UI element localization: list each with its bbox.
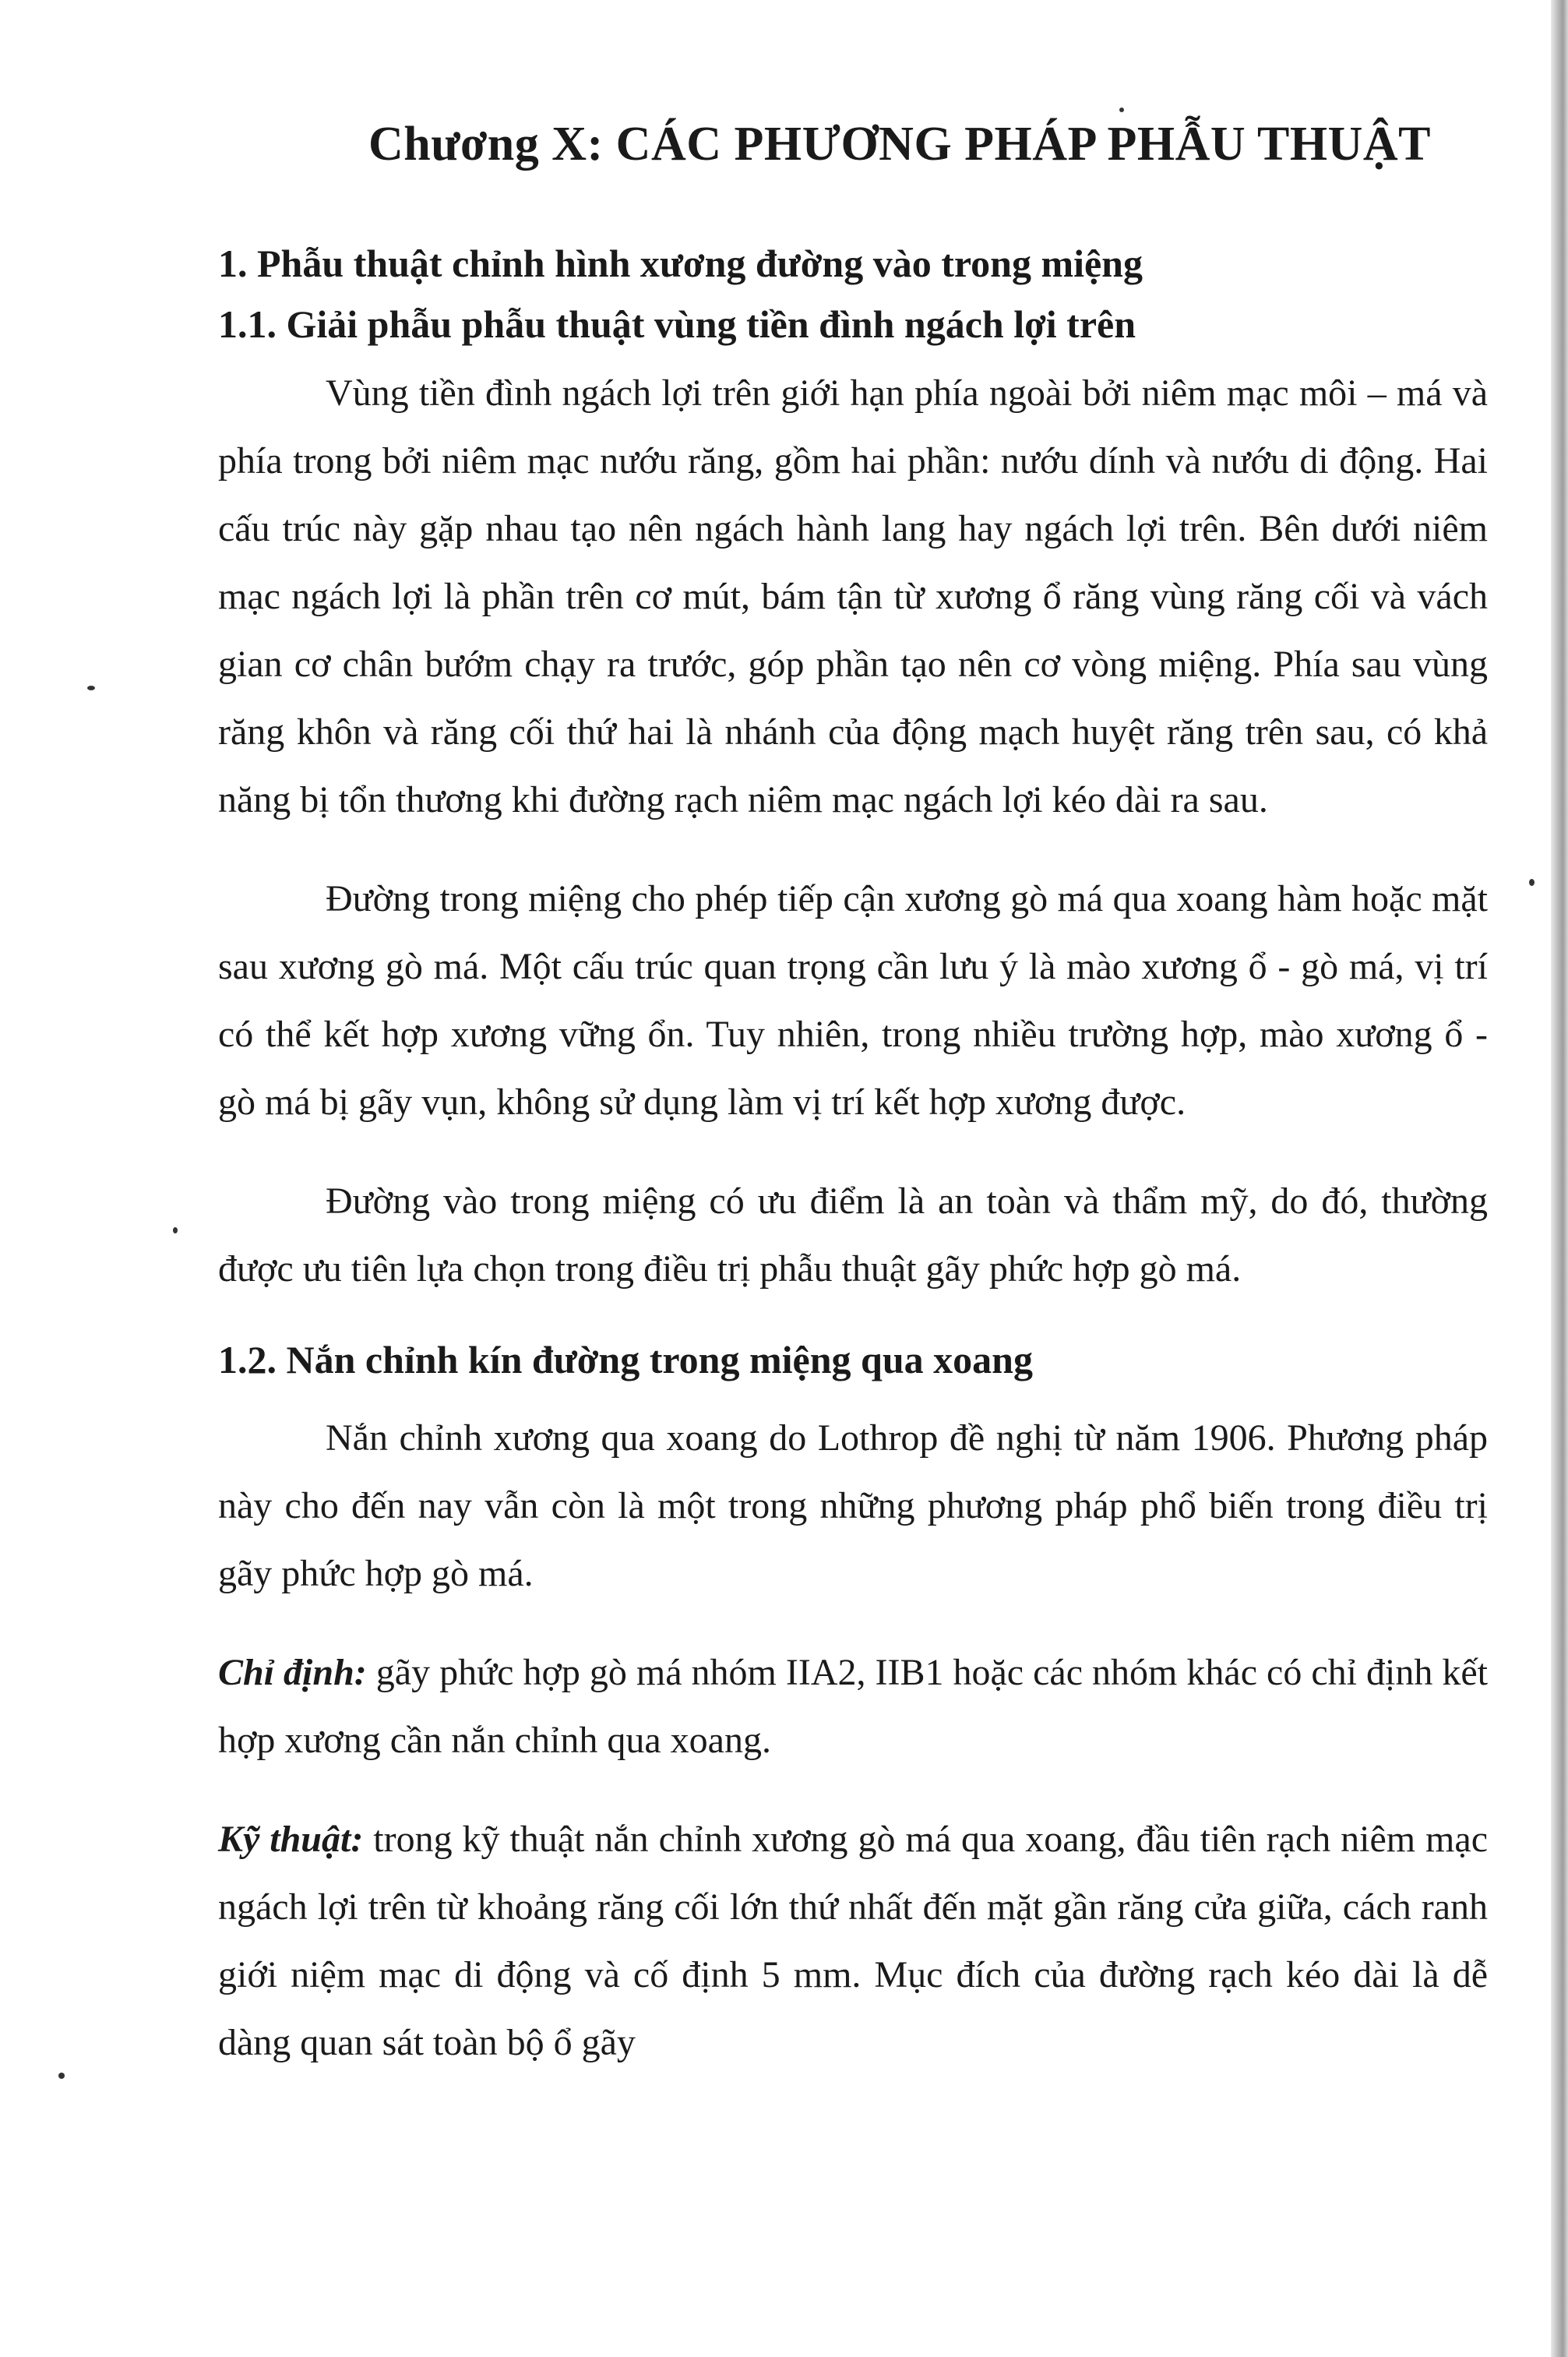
- paragraph-lothrop: Nắn chỉnh xương qua xoang do Lothrop đề nghị từ năm 1906. Phương pháp này cho đến nay vẫn còn là một trong những phương pháp phổ biến trong điều trị gãy phức hợp gò má.: [218, 1417, 1488, 1594]
- section-heading-1: 1. Phẫu thuật chỉnh hình xương đường vào trong miệng: [218, 242, 1143, 285]
- chapter-title: Chương X: CÁC PHƯƠNG PHÁP PHẪU THUẬT: [368, 118, 1432, 171]
- scan-speck: [1119, 108, 1124, 112]
- paragraph-advantages: Đường vào trong miệng có ưu điểm là an toàn và thẩm mỹ, do đó, thường được ưu tiên lựa chọn trong điều trị phẫu thuật gãy phức hợp gò má.: [218, 1180, 1488, 1290]
- paragraph-approach: Đường trong miệng cho phép tiếp cận xương gò má qua xoang hàm hoặc mặt sau xương gò má. Một cấu trúc quan trọng cần lưu ý là mào xương ổ - gò má, vị trí có thể kết hợp xương vững ổn. Tuy nhiên, trong nhiều trường hợp, mào xương ổ - gò má bị gãy vụn, không sử dụng làm vị trí kết hợp xương được.: [218, 878, 1488, 1123]
- section-heading-1-1: 1.1. Giải phẫu phẫu thuật vùng tiền đình ngách lợi trên: [218, 302, 1136, 346]
- document-page: [218, 117, 1488, 2076]
- paragraph-technique: [218, 1805, 1488, 2076]
- paragraph-anatomy: Vùng tiền đình ngách lợi trên giới hạn phía ngoài bởi niêm mạc môi – má và phía trong bởi niêm mạc nướu răng, gồm hai phần: nướu dính và nướu di động. Hai cấu trúc này gặp nhau tạo nên ngách hành lang hay ngách lợi trên. Bên dưới niêm mạc ngách lợi là phần trên cơ mút, bám tận từ xương ổ răng vùng răng cối và vách gian cơ chân bướm chạy ra trước, góp phần tạo nên cơ vòng miệng. Phía sau vùng răng khôn và răng cối thứ hai là nhánh của động mạch huyệt răng trên sau, có khả năng bị tổn thương khi đường rạch niêm mạc ngách lợi kéo dài ra sau.: [218, 372, 1488, 820]
- paragraph-indication: [218, 1639, 1488, 1774]
- section-heading-1-2: 1.2. Nắn chỉnh kín đường trong miệng qua xoang: [218, 1338, 1033, 1381]
- scan-edge-shadow: [1551, 0, 1568, 2357]
- scan-speck: [173, 1227, 178, 1233]
- technique-text: trong kỹ thuật nắn chỉnh xương gò má qua xoang, đầu tiên rạch niêm mạc ngách lợi trên từ khoảng răng cối lớn thứ nhất đến mặt gần răng cửa giữa, cách ranh giới niệm mạc di động và cố định 5 mm. Mục đích của đường rạch kéo dài là dễ dàng quan sát toàn bộ ổ gãy: [218, 1819, 1489, 2063]
- scan-speck: [58, 2073, 65, 2079]
- indication-text: gãy phức hợp gò má nhóm IIA2, IIB1 hoặc các nhóm khác có chỉ định kết hợp xương cần nắn chỉnh qua xoang.: [218, 1652, 1488, 1761]
- technique-label: Kỹ thuật:: [218, 1819, 364, 1860]
- scan-speck: [87, 686, 95, 690]
- indication-label: Chỉ định:: [218, 1652, 367, 1693]
- scan-speck: [1529, 879, 1535, 886]
